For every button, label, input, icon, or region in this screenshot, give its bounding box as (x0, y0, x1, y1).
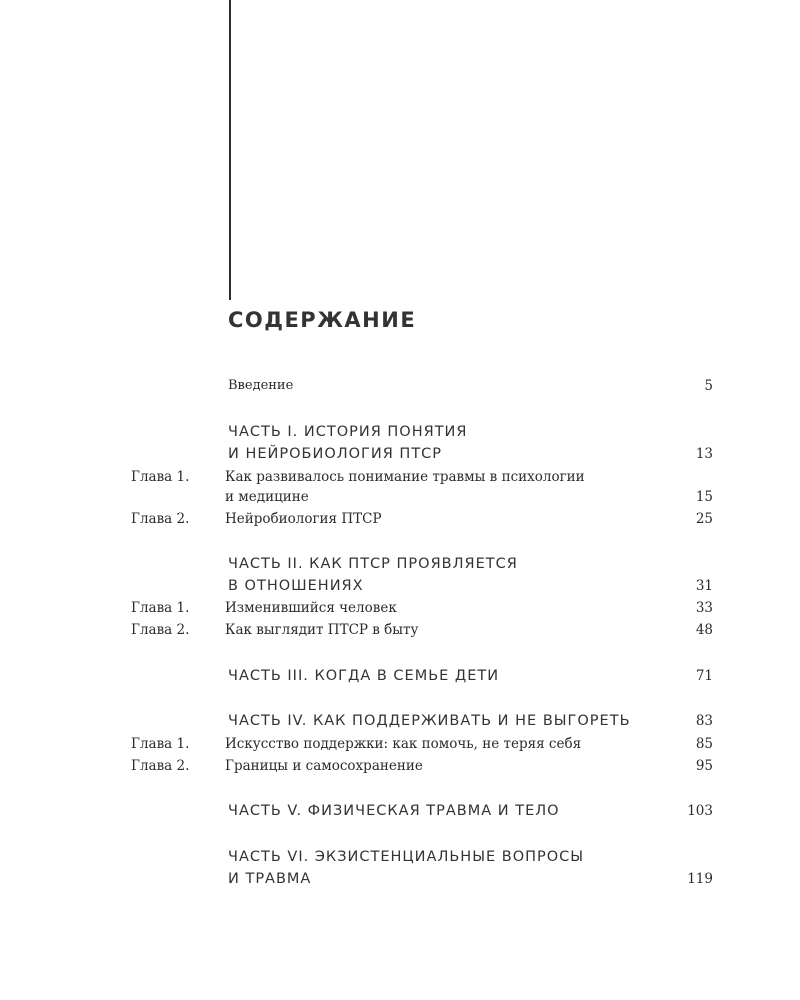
chapter-label: Глава 2. (131, 622, 190, 638)
toc-chapter-1-1-line1[interactable] (0, 469, 800, 491)
entry-title: Введение (228, 378, 294, 393)
chapter-label: Глава 1. (131, 600, 190, 616)
page-number: 33 (695, 600, 713, 616)
page-number: 71 (695, 668, 713, 684)
page-number: 83 (695, 713, 713, 729)
part-title: ЧАСТЬ II. КАК ПТСР ПРОЯВЛЯЕТСЯ (228, 556, 518, 572)
page-number: 25 (695, 511, 713, 527)
page-number: 103 (687, 803, 713, 819)
chapter-title: Искусство поддержки: как помочь, не теряя себя (225, 736, 582, 752)
chapter-title: и медицине (225, 489, 309, 505)
part-title: И НЕЙРОБИОЛОГИЯ ПТСР (228, 446, 443, 462)
part-title: ЧАСТЬ III. КОГДА В СЕМЬЕ ДЕТИ (228, 668, 500, 684)
part-title: ЧАСТЬ IV. КАК ПОДДЕРЖИВАТЬ И НЕ ВЫГОРЕТЬ (228, 713, 631, 729)
chapter-label: Глава 2. (131, 758, 190, 774)
page-number: 95 (695, 758, 713, 774)
chapter-title: Границы и самосохранение (225, 758, 423, 774)
chapter-label: Глава 2. (131, 511, 190, 527)
toc-part-2-line2[interactable] (0, 578, 800, 600)
page-number: 31 (695, 578, 713, 594)
part-title: И ТРАВМА (228, 871, 312, 887)
toc-part-2-line1[interactable] (0, 556, 800, 578)
chapter-title: Изменившийся человек (225, 600, 397, 616)
toc-part-5[interactable] (0, 803, 800, 825)
toc-part-3[interactable] (0, 668, 800, 690)
page-number: 5 (704, 378, 713, 394)
page-number: 48 (695, 622, 713, 638)
page-number: 119 (687, 871, 713, 887)
chapter-title: Нейробиология ПТСР (225, 511, 382, 527)
part-title: В ОТНОШЕНИЯХ (228, 578, 364, 594)
decorative-vertical-rule (229, 0, 231, 300)
chapter-label: Глава 1. (131, 469, 190, 485)
part-title: ЧАСТЬ V. ФИЗИЧЕСКАЯ ТРАВМА И ТЕЛО (228, 803, 560, 819)
toc-part-1-line2[interactable] (0, 446, 800, 468)
toc-chapter-4-2[interactable] (0, 758, 800, 780)
toc-part-1-line1[interactable] (0, 424, 800, 446)
toc-chapter-2-2[interactable] (0, 622, 800, 644)
toc-entry-intro[interactable] (0, 378, 800, 400)
page-number: 13 (695, 446, 713, 462)
page-number: 15 (695, 489, 713, 505)
toc-title: СОДЕРЖАНИЕ (228, 308, 417, 332)
page-number: 85 (695, 736, 713, 752)
chapter-title: Как выглядит ПТСР в быту (225, 622, 419, 638)
part-title: ЧАСТЬ I. ИСТОРИЯ ПОНЯТИЯ (228, 424, 468, 440)
toc-chapter-4-1[interactable] (0, 736, 800, 758)
chapter-label: Глава 1. (131, 736, 190, 752)
toc-chapter-2-1[interactable] (0, 600, 800, 622)
part-title: ЧАСТЬ VI. ЭКЗИСТЕНЦИАЛЬНЫЕ ВОПРОСЫ (228, 849, 585, 865)
chapter-title: Как развивалось понимание травмы в психологии (225, 469, 585, 485)
toc-part-4[interactable] (0, 713, 800, 735)
toc-part-6-line2[interactable] (0, 871, 800, 893)
toc-chapter-1-2[interactable] (0, 511, 800, 533)
toc-chapter-1-1-line2[interactable] (0, 489, 800, 511)
toc-part-6-line1[interactable] (0, 849, 800, 871)
